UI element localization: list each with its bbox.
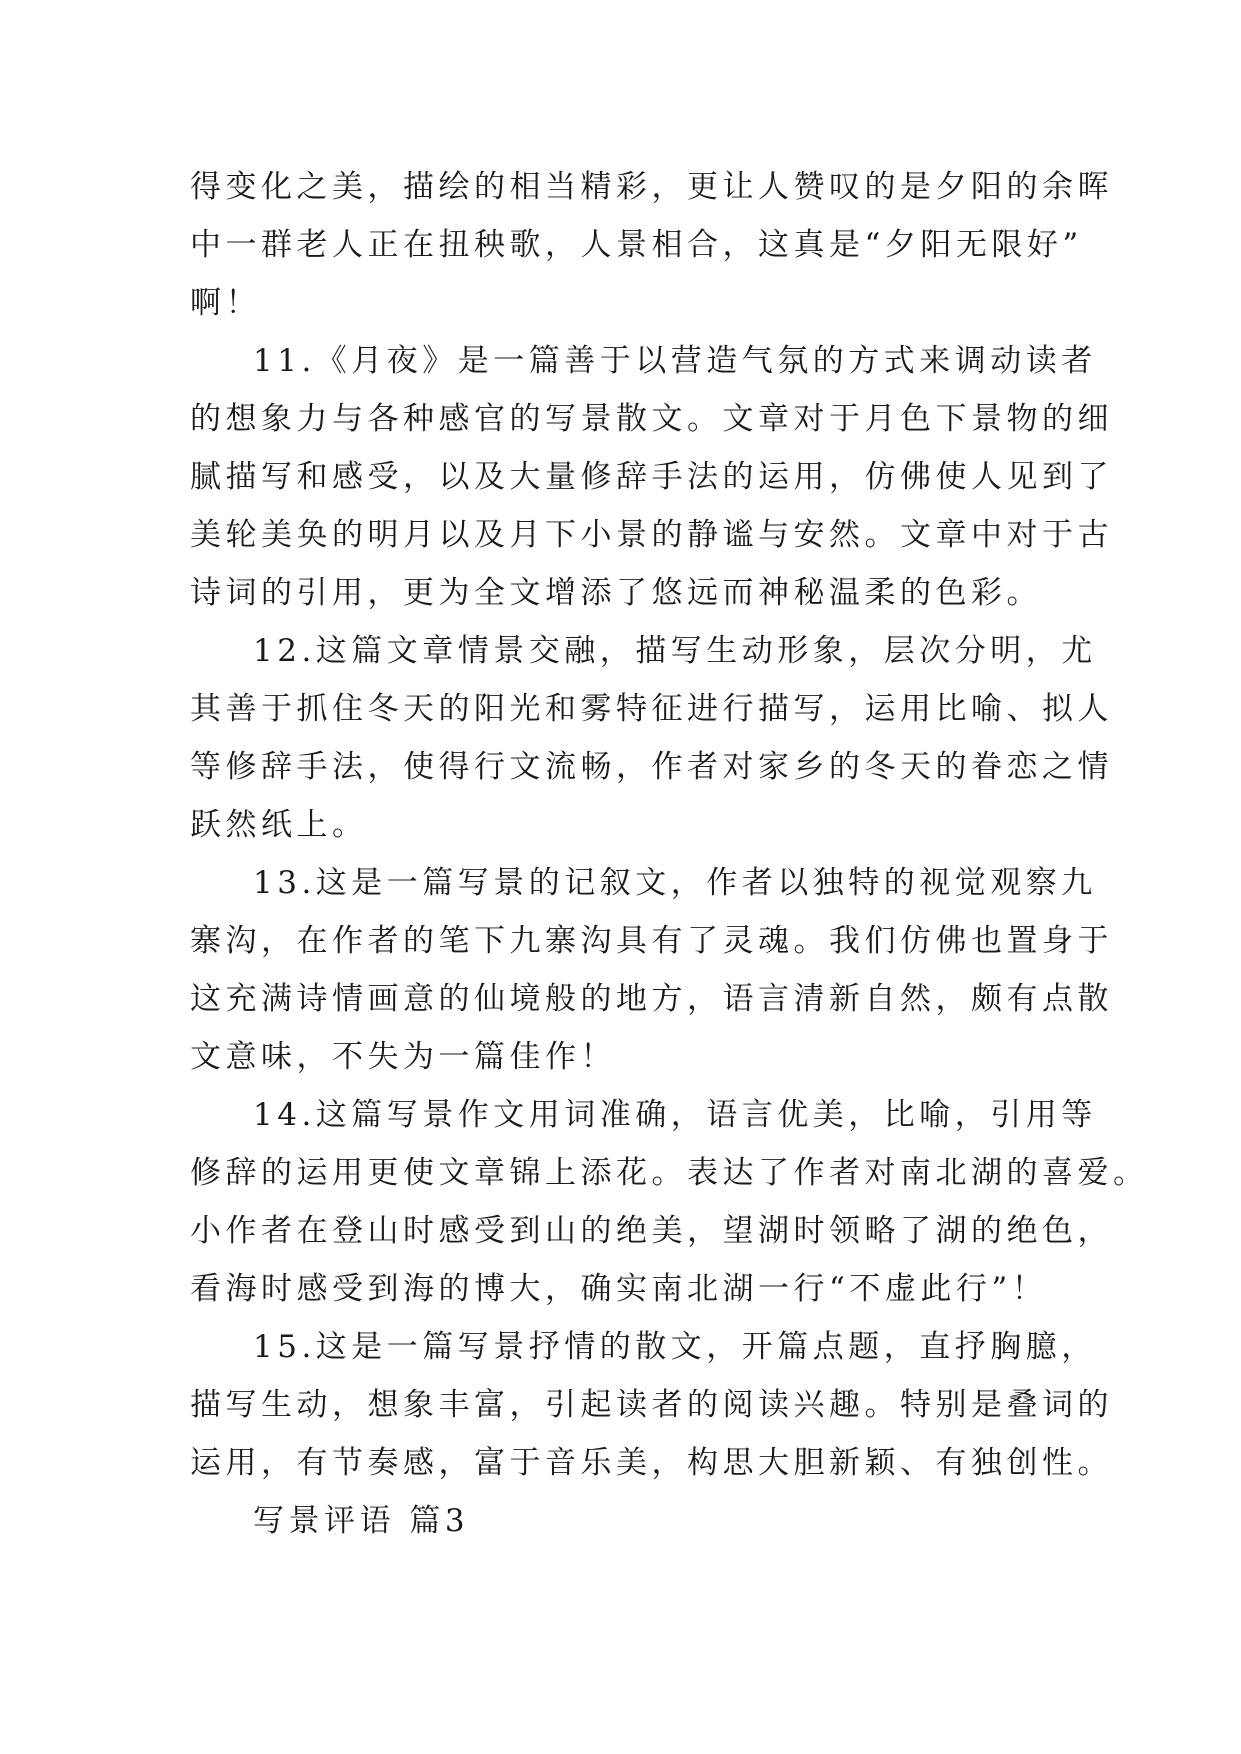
text-line: 其善于抓住冬天的阳光和雾特征进行描写，运用比喻、拟人 — [190, 691, 1113, 727]
text-line: 14.这篇写景作文用词准确，语言优美，比喻，引用等 — [253, 1097, 1097, 1133]
text-line: 诗词的引用，更为全文增添了悠远而神秘温柔的色彩。 — [190, 575, 1042, 611]
text-line: 15.这是一篇写景抒情的散文，开篇点题，直抒胸臆， — [253, 1329, 1097, 1365]
text-line: 11.《月夜》是一篇善于以营造气氛的方式来调动读者 — [253, 343, 1097, 379]
text-line: 修辞的运用更使文章锦上添花。表达了作者对南北湖的喜爱。 — [190, 1155, 1149, 1191]
document-page — [190, 158, 1149, 1550]
section-heading: 写景评语 篇3 — [253, 1503, 470, 1539]
text-line: 这充满诗情画意的仙境般的地方，语言清新自然，颇有点散 — [190, 981, 1113, 1017]
text-line: 运用，有节奏感，富于音乐美，构思大胆新颖、有独创性。 — [190, 1445, 1113, 1481]
text-line: 跃然纸上。 — [190, 807, 368, 843]
text-line: 寨沟，在作者的笔下九寨沟具有了灵魂。我们仿佛也置身于 — [190, 923, 1113, 959]
text-line: 描写生动，想象丰富，引起读者的阅读兴趣。特别是叠词的 — [190, 1387, 1113, 1423]
text-line: 的想象力与各种感官的写景散文。文章对于月色下景物的细 — [190, 401, 1113, 437]
text-line: 13.这是一篇写景的记叙文，作者以独特的视觉观察九 — [253, 865, 1097, 901]
document-body — [190, 158, 1149, 1550]
text-line: 美轮美奂的明月以及月下小景的静谧与安然。文章中对于古 — [190, 517, 1113, 553]
text-line: 等修辞手法，使得行文流畅，作者对家乡的冬天的眷恋之情 — [190, 749, 1113, 785]
text-line: 文意味，不失为一篇佳作！ — [190, 1039, 616, 1075]
text-line: 得变化之美，描绘的相当精彩，更让人赞叹的是夕阳的余晖 — [190, 169, 1113, 205]
text-line: 腻描写和感受，以及大量修辞手法的运用，仿佛使人见到了 — [190, 459, 1113, 495]
text-line: 看海时感受到海的博大，确实南北湖一行“不虚此行”！ — [190, 1271, 1048, 1307]
text-line: 小作者在登山时感受到山的绝美，望湖时领略了湖的绝色， — [190, 1213, 1113, 1249]
text-line: 12.这篇文章情景交融，描写生动形象，层次分明，尤 — [253, 633, 1097, 669]
text-line: 啊！ — [190, 285, 261, 321]
text-line: 中一群老人正在扭秧歌，人景相合，这真是“夕阳无限好” — [190, 227, 1083, 263]
